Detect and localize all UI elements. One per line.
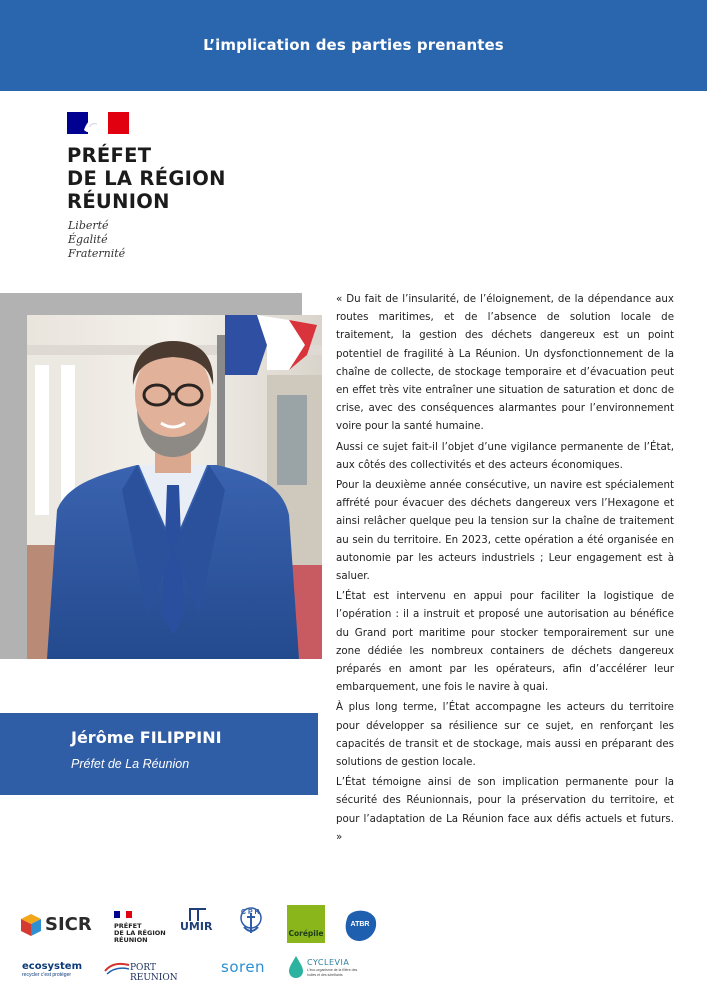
prefecture-name [67,144,226,213]
prefet-small-logo [114,905,174,955]
name-box [0,713,318,795]
umir-label: UMIR [180,920,213,933]
prefecture-name-line: PRÉFET [67,144,152,167]
cpr-logo [237,907,267,941]
marianne-flag-icon [67,112,129,134]
atbr-label: ATBR [350,921,370,928]
person-role: Préfet de La Réunion [71,757,190,771]
statement-paragraph: L’État témoigne ainsi de son implication permanente pour la sécurité des Réunionnais, pour la préservation du territoire, et pour l’adaptation de La Réunion face aux défis actuels et futurs. » [336,776,674,843]
prefet-small-line: DE LA RÉGION [114,929,166,937]
statement-text [336,290,674,848]
ecosystem-logo [22,961,88,985]
statement-paragraph: L’État est intervenu en appui pour faciliter la logistique de l’opération : il a instruit et proposé une autorisation au bénéfice du Grand port maritime pour stocker temporairement sur une zone dédiée les nombreux containers de déchets dangereux préparés en amont par les opérateurs, afin d’accélérer leur embarquement, une fois le navire à quai. [336,590,674,694]
prefet-small-line: PRÉFET [114,922,142,930]
port-reunion-label: PORT REUNION [130,963,178,983]
port-wave-icon [104,961,130,975]
statement-paragraph: « Du fait de l’insularité, de l’éloignement, de la dépendance aux routes maritimes, et de l’absence de solution locale de traitement, la gestion des déchets dangereux est un point potentiel de fragilité à La Réunion. Un dysfonctionnement de la chaîne de collecte, de stockage temporaire et d’évacuation peut en effet très vite entraîner une situation de saturation et donc de crise, avec des conséquences alarmantes pour l’environnement voire pour la santé humaine. [336,293,674,433]
corepile-logo [287,905,325,943]
port-reunion-logo [104,961,204,981]
umir-logo [178,907,218,943]
motto-line: Fraternité [68,247,126,260]
atbr-logo [342,908,378,942]
sicr-cube-icon [20,913,42,937]
prefecture-name-line: RÉUNION [67,190,170,213]
umir-crane-icon [188,907,208,921]
cpr-label: C P R [241,909,260,916]
page-header [0,0,707,91]
prefecture-logo [67,112,267,272]
statement-paragraph: Pour la deuxième année consécutive, un navire est spécialement affrété pour évacuer des déchets dangereux vers l’Hexagone et ainsi relâcher quelque peu la tension sur la chaîne de traitement au sein du territoire. En 2023, cette opération a été organisée en autonomie par les acteurs industriels ; Leur engagement est à saluer. [336,479,674,583]
cyclevia-logo [288,955,368,987]
oil-drop-icon [288,955,304,979]
motto-line: Liberté [68,219,109,232]
portrait-photo [27,315,322,659]
sicr-label: SICR [45,914,92,935]
cyclevia-tagline: L'éco-organisme de la filière des huiles et des lubrifiants [307,968,358,977]
cyclevia-label: CYCLEVIA [307,958,350,967]
soren-label: soren [221,958,266,976]
motto-line: Égalité [68,233,108,246]
sicr-logo [20,910,90,940]
ecosystem-tagline: recycler c'est protéger [22,972,72,978]
partner-logos [0,895,707,1000]
marianne-small-icon [114,911,132,918]
ecosystem-label: ecosystem [22,961,82,972]
prefet-small-line: RÉUNION [114,936,148,944]
statement-paragraph: À plus long terme, l’État accompagne les acteurs du territoire pour développer sa résilience sur ce sujet, en renforçant les capacités de transit et de stockage, mais aussi en préparant des solutions de gestion locale. [336,701,674,769]
statement-paragraph: Aussi ce sujet fait-il l’objet d’une vigilance permanente de l’État, aux côtés des collectivités et des acteurs économiques. [336,440,674,471]
prefecture-name-line: DE LA RÉGION [67,167,226,190]
soren-logo [221,958,275,980]
person-name: Jérôme FILIPPINI [71,728,222,747]
page-title: L’implication des parties prenantes [203,36,504,54]
corepile-label: Corépile [288,929,324,938]
republic-motto [68,219,125,261]
